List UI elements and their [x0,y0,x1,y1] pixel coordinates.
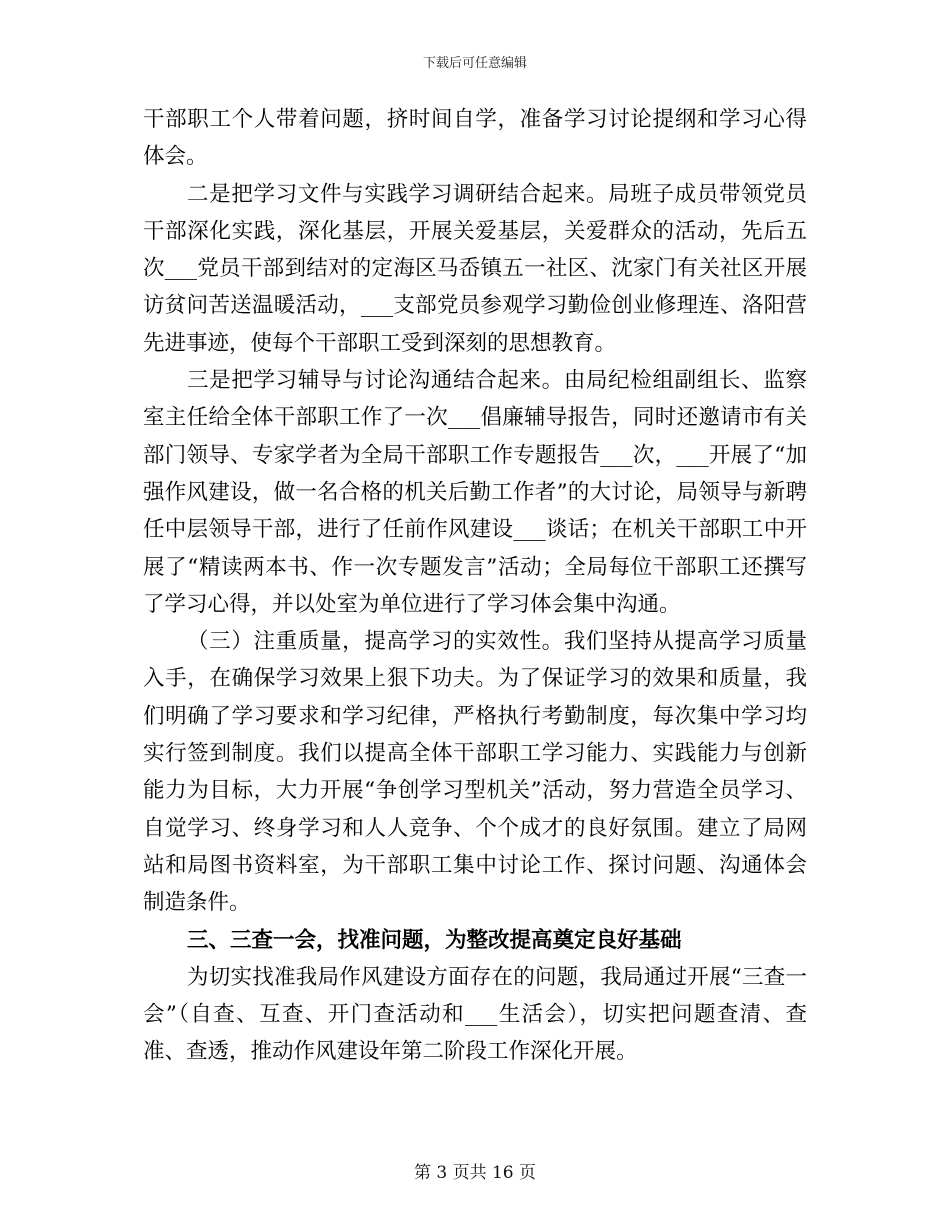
document-body [143,101,807,1071]
page-header: 下载后可任意编辑 [422,56,527,71]
section-heading: 三、三查一会，找准问题，为整改提高奠定良好基础 [187,927,682,953]
paragraph-tutoring-discussion: 三是把学习辅导与讨论沟通结合起来。由局纪检组副组长、监察室主任给全体干部职工作了一次___倡廉辅导报告，同时还邀请市有关部门领导、专家学者为全局干部职工作专题报告___次，___开展了“加强作风建设，做一名合格的机关后勤工作者”的大讨论，局领导与新聘任中层领导干部，进行了任前作风建设___谈话；在机关干部职工中开展了“精读两本书、作一次专题发言”活动；全局每位干部职工还撰写了学习心得，并以处室为单位进行了学习体会集中沟通。 [143,368,807,617]
paragraph-three-checks: 为切实找准我局作风建设方面存在的问题，我局通过开展“三查一会”（自查、互查、开门查活动和___生活会），切实把问题查清、查准、查透，推动作风建设年第二阶段工作深化开展。 [143,964,807,1065]
page-footer: 第 3 页共 16 页 [413,1163,537,1183]
paragraph-continuation: 干部职工个人带着问题，挤时间自学，准备学习讨论提纲和学习心得体会。 [143,107,807,170]
paragraph-quality-effectiveness: （三）注重质量，提高学习的实效性。我们坚持从提高学习质量入手，在确保学习效果上狠下功夫。为了保证学习的效果和质量，我们明确了学习要求和学习纪律，严格执行考勤制度，每次集中学习均实行签到制度。我们以提高全体干部职工学习能力、实践能力与创新能力为目标，大力开展“争创学习型机关”活动，努力营造全员学习、自觉学习、终身学习和人人竞争、个个成才的良好氛围。建立了局网站和局图书资料室，为干部职工集中讨论工作、探讨问题、沟通体会制造条件。 [143,629,807,916]
paragraph-practice-research: 二是把学习文件与实践学习调研结合起来。局班子成员带领党员干部深化实践，深化基层，开展关爱基层，关爱群众的活动，先后五次___党员干部到结对的定海区马岙镇五一社区、沈家门有关社区开展访贫问苦送温暖活动，___支部党员参观学习勤俭创业修理连、洛阳营先进事迹，使每个干部职工受到深刻的思想教育。 [143,181,807,356]
